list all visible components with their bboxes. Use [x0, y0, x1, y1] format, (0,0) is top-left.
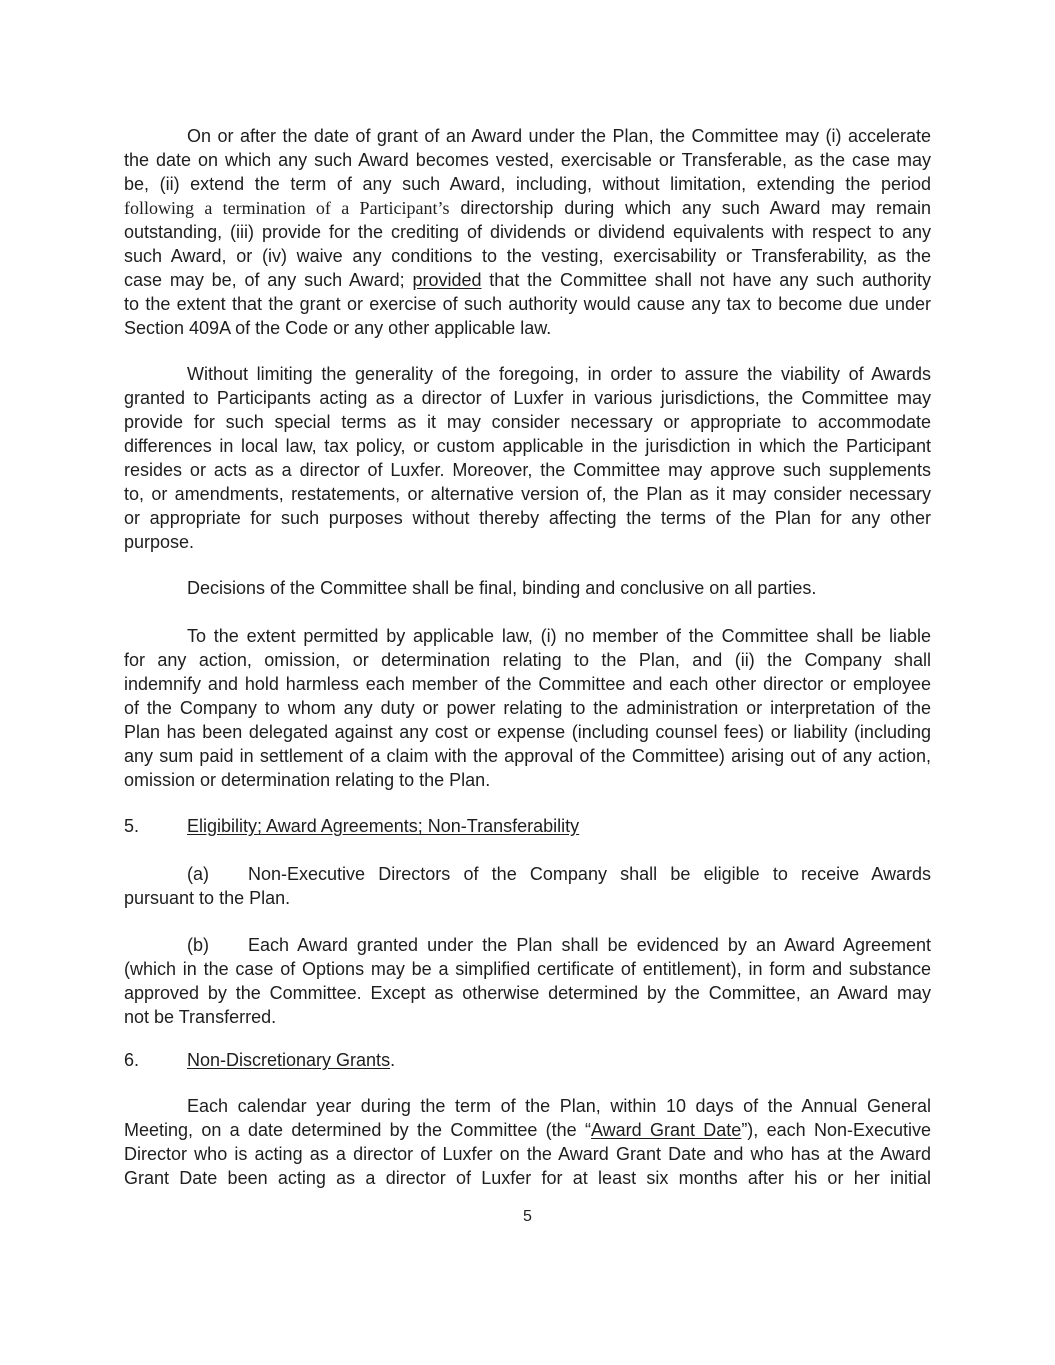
subsection-text: [124, 933, 931, 1029]
text-line: [124, 506, 931, 530]
subsection-text: [124, 862, 931, 910]
paragraph-indemnification: [124, 624, 931, 792]
paragraph-a-eligibility: [124, 862, 931, 910]
text-run: resides or acts as a director of Luxfer. Moreover, the Committee may approve such supplements: [124, 460, 931, 480]
text-line: [124, 1142, 931, 1166]
text-run: Each calendar year during the term of the Plan, within 10 days of the Annual General: [187, 1096, 931, 1116]
paragraph-decisions-final: [124, 576, 931, 600]
text-line: [124, 744, 931, 768]
text-line: [187, 124, 931, 148]
section-title: Non-Discretionary Grants: [187, 1050, 391, 1070]
text-run: Section 409A of the Code or any other applicable law.: [124, 318, 552, 338]
text-run: case may be, of any such Award;: [124, 270, 413, 290]
text-line: [124, 458, 931, 482]
text-run: provide for such special terms as it may consider necessary or appropriate to accommodate: [124, 412, 931, 432]
text-line: [124, 672, 931, 696]
text-run: not be Transferred.: [124, 1007, 277, 1027]
text-run: pursuant to the Plan.: [124, 888, 291, 908]
subsection-label: (a): [187, 864, 209, 884]
text-line: [187, 362, 931, 386]
section-5-heading: [124, 814, 931, 838]
section-title: Eligibility; Award Agreements; Non-Transferability: [187, 816, 580, 836]
text-line: [187, 624, 931, 648]
text-run: Meeting, on a date determined by the Committee (the “: [124, 1120, 591, 1140]
text-run: Each Award granted under the Plan shall be evidenced by an Award Agreement: [248, 935, 931, 955]
text-line: [124, 768, 931, 792]
text-run: any sum paid in settlement of a claim with the approval of the Committee) arising out of any action,: [124, 746, 931, 766]
text-run: Without limiting the generality of the foregoing, in order to assure the viability of Awards: [187, 364, 931, 384]
page-number: 5: [523, 1208, 532, 1225]
text-line: [124, 696, 931, 720]
text-run: to, or amendments, restatements, or alternative version of, the Plan as it may consider necessary: [124, 484, 931, 504]
text-run: differences in local law, tax policy, or custom applicable in the jurisdiction in which the Participant: [124, 436, 931, 456]
text-run: that the Committee shall not have any such authority: [481, 270, 931, 290]
text-line: [187, 1094, 931, 1118]
text-run: Non-Executive Directors of the Company shall be eligible to receive Awards: [248, 864, 931, 884]
text-line: [124, 720, 931, 744]
text-run: Decisions of the Committee shall be final, binding and conclusive on all parties.: [187, 578, 817, 598]
text-run: such Award, or (iv) waive any conditions to the vesting, exercisability or Transferability, as the: [124, 246, 931, 266]
text-line: [124, 292, 931, 316]
paragraph-non-discretionary-grants: [124, 1094, 931, 1190]
paragraph-jurisdictions: [124, 362, 931, 554]
section-number: 6.: [124, 1050, 140, 1070]
text-run: omission or determination relating to the Plan.: [124, 770, 491, 790]
section-number: 5.: [124, 816, 140, 836]
text-run: Plan has been delegated against any cost or expense (including counsel fees) or liability (including: [124, 722, 931, 742]
text-line: [124, 530, 931, 554]
text-line: [124, 1166, 931, 1190]
text-run: purpose.: [124, 532, 195, 552]
text-line: [124, 981, 931, 1005]
text-line: [124, 410, 931, 434]
text-line: [124, 1118, 931, 1142]
text-line: [124, 1005, 931, 1029]
text-run: granted to Participants acting as a director of Luxfer in various jurisdictions, the Committee may: [124, 388, 931, 408]
text-run: On or after the date of grant of an Award under the Plan, the Committee may (i) accelerate: [187, 126, 931, 146]
text-run: ”), each Non-Executive: [741, 1120, 931, 1140]
text-run: Director who is acting as a director of Luxfer on the Award Grant Date and who has at the Award: [124, 1144, 931, 1164]
text-line: [248, 933, 931, 957]
text-run: be, (ii) extend the term of any such Award, including, without limitation, extending the period: [124, 174, 931, 194]
text-line: [124, 957, 931, 981]
text-line: [124, 886, 931, 910]
text-run: the date on which any such Award becomes vested, exercisable or Transferable, as the case may: [124, 150, 931, 170]
text-run: to the extent that the grant or exercise of such authority would cause any tax to become due under: [124, 294, 931, 314]
text-run: To the extent permitted by applicable law, (i) no member of the Committee shall be liable: [187, 626, 931, 646]
text-line: [124, 244, 931, 268]
text-line: [124, 482, 931, 506]
text-line: [124, 196, 931, 220]
text-run: following a termination of a Participant’s: [124, 198, 450, 218]
paragraph-b-award-agreement: [124, 933, 931, 1029]
text-line: [124, 148, 931, 172]
text-run: (which in the case of Options may be a simplified certificate of entitlement), in form and substance: [124, 959, 931, 979]
text-line: [124, 316, 931, 340]
text-run: outstanding, (iii) provide for the crediting of dividends or dividend equivalents with respect to any: [124, 222, 931, 242]
section-title-suffix: .: [390, 1050, 396, 1070]
section-6-heading: [124, 1048, 931, 1072]
text-line: [248, 862, 931, 886]
text-run: for any action, omission, or determination relating to the Plan, and (ii) the Company shall: [124, 650, 931, 670]
text-line: [124, 648, 931, 672]
text-run: indemnify and hold harmless each member of the Committee and each other director or employee: [124, 674, 931, 694]
text-line: [124, 386, 931, 410]
text-line: [187, 576, 931, 600]
text-run: directorship during which any such Award may remain: [449, 198, 931, 218]
text-line: [124, 172, 931, 196]
text-run: Grant Date been acting as a director of Luxfer for at least six months after his or her initial: [124, 1168, 931, 1188]
text-run: of the Company to whom any duty or power relating to the administration or interpretation of the: [124, 698, 931, 718]
text-run: approved by the Committee. Except as otherwise determined by the Committee, an Award may: [124, 983, 931, 1003]
paragraph-acceleration: [124, 124, 931, 340]
subsection-label: (b): [187, 935, 209, 955]
underlined-term: Award Grant Date: [590, 1120, 742, 1140]
text-line: [124, 434, 931, 458]
text-line: [124, 268, 931, 292]
text-run: or appropriate for such purposes without thereby affecting the terms of the Plan for any other: [124, 508, 931, 528]
text-line: [124, 220, 931, 244]
underlined-term: provided: [412, 270, 482, 290]
